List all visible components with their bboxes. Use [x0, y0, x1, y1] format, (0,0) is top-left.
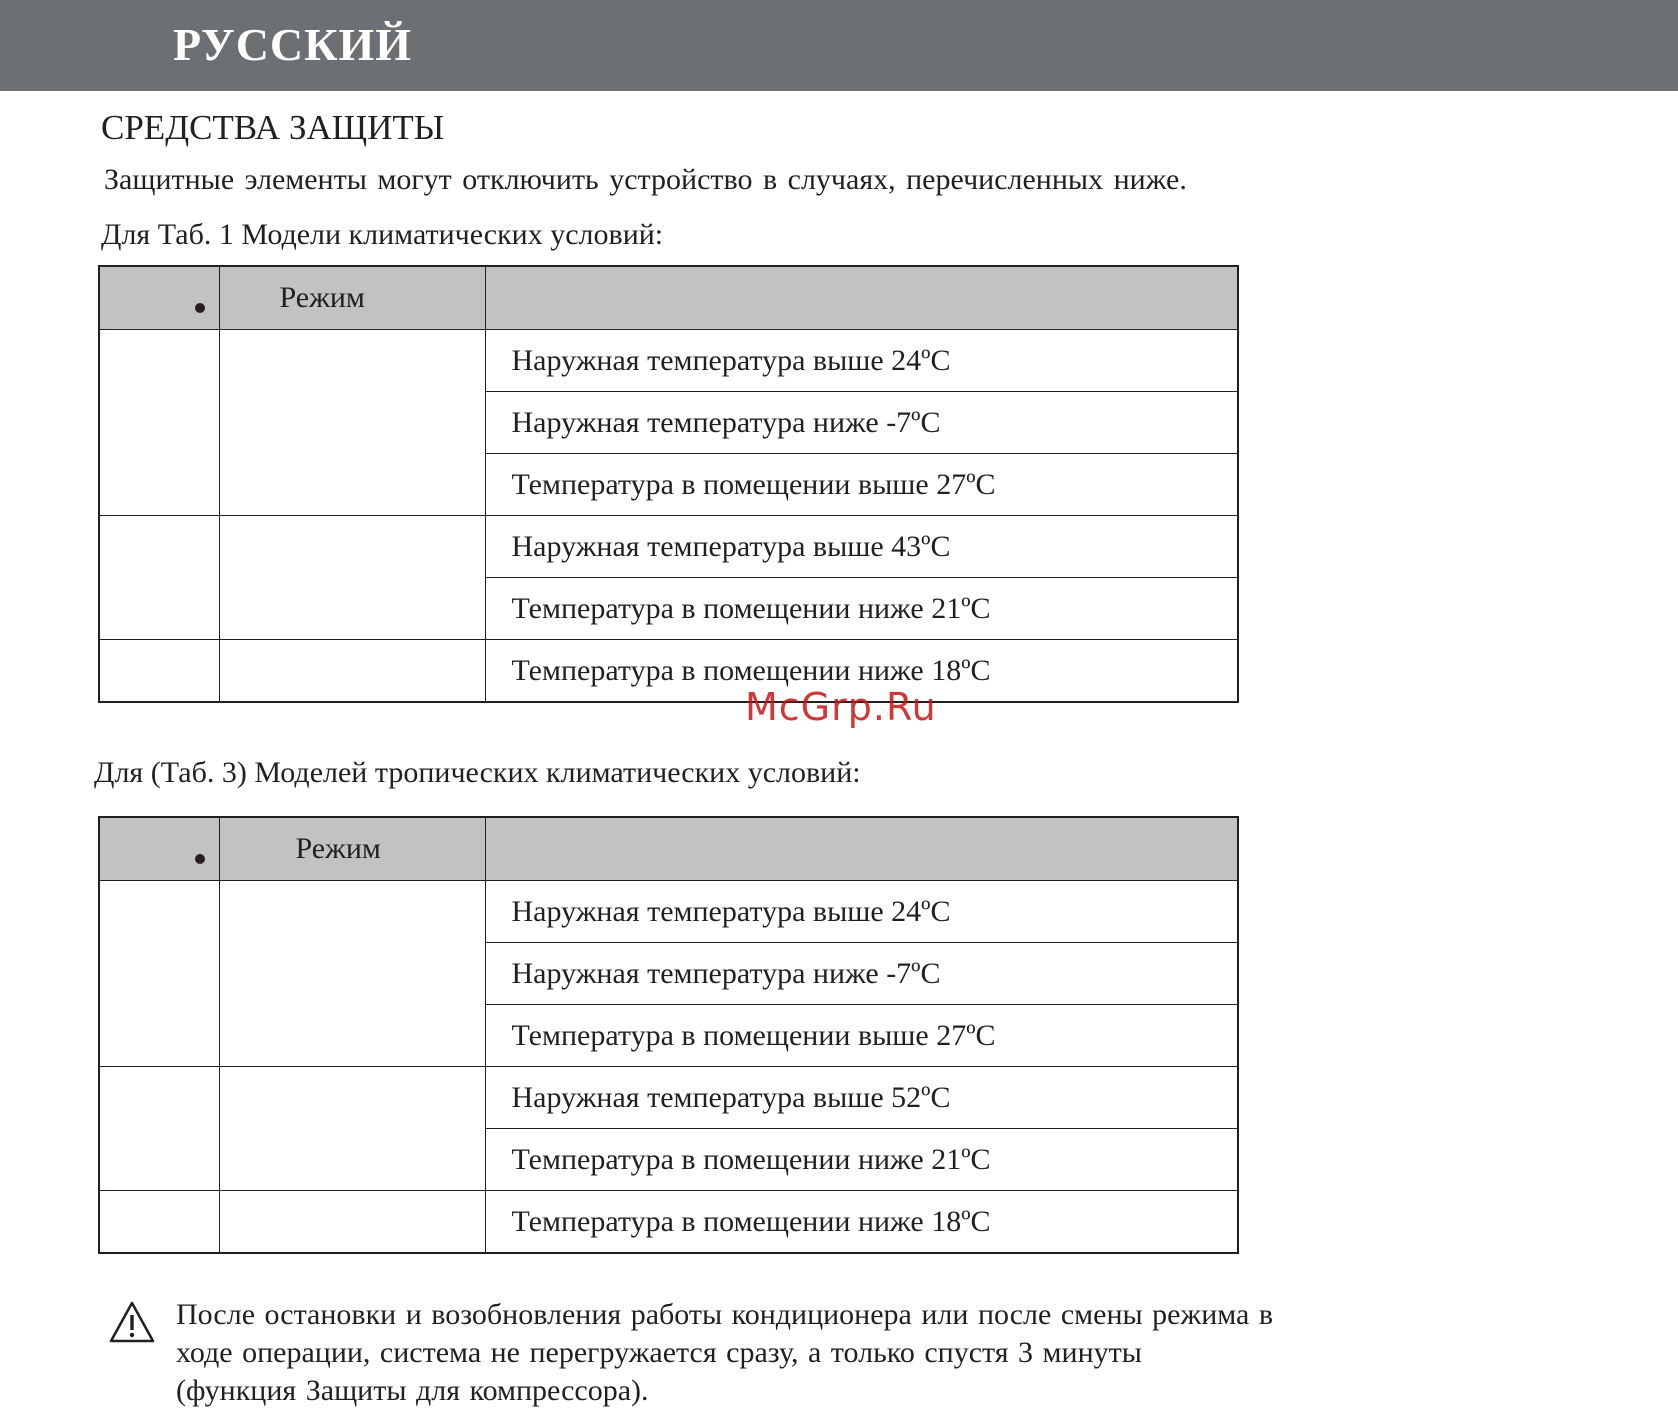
- table-row: [99, 1067, 1238, 1129]
- mode-cell: [219, 1067, 485, 1191]
- warning-triangle-icon: [108, 1300, 156, 1344]
- note-text: [176, 1296, 1476, 1410]
- group-cell: [99, 330, 219, 516]
- condition-cell: Наружная температура ниже -7ºC: [485, 943, 1238, 1005]
- group-cell: [99, 516, 219, 640]
- header-bullet-cell: [99, 266, 219, 330]
- mode-cell: [219, 330, 485, 516]
- bullet-icon: [195, 854, 205, 864]
- mode-cell: [219, 640, 485, 703]
- condition-cell: Температура в помещении ниже 21ºC: [485, 1129, 1238, 1191]
- table-header-row: [99, 266, 1238, 330]
- note-line: (функция Защиты для компрессора).: [176, 1374, 649, 1407]
- table-header-row: [99, 817, 1238, 881]
- language-title: РУССКИЙ: [173, 19, 413, 70]
- group-cell: [99, 640, 219, 703]
- condition-cell: Наружная температура выше 43ºC: [485, 516, 1238, 578]
- table-row: [99, 1191, 1238, 1254]
- table2-caption: Для (Таб. 3) Моделей тропических климатических условий:: [94, 756, 861, 789]
- group-cell: [99, 1191, 219, 1254]
- header-bullet-cell: [99, 817, 219, 881]
- condition-cell: Температура в помещении выше 27ºC: [485, 454, 1238, 516]
- table-row: [99, 330, 1238, 392]
- table1-caption: Для Таб. 1 Модели климатических условий:: [101, 218, 664, 251]
- header-bar: [0, 0, 1678, 91]
- table-row: [99, 881, 1238, 943]
- condition-cell: Температура в помещении ниже 18ºC: [485, 640, 1238, 703]
- group-cell: [99, 1067, 219, 1191]
- condition-cell: Наружная температура выше 24ºC: [485, 330, 1238, 392]
- group-cell: [99, 881, 219, 1067]
- mode-cell: [219, 516, 485, 640]
- mode-cell: [219, 1191, 485, 1254]
- condition-cell: Наружная температура выше 52ºC: [485, 1067, 1238, 1129]
- section-title: СРЕДСТВА ЗАЩИТЫ: [101, 108, 445, 147]
- condition-cell: Наружная температура ниже -7ºC: [485, 392, 1238, 454]
- intro-text: Защитные элементы могут отключить устройство в случаях, перечисленных ниже.: [104, 163, 1187, 196]
- mode-cell: [219, 881, 485, 1067]
- table-row: [99, 516, 1238, 578]
- mode-header: Режим: [219, 817, 485, 881]
- protection-table-2: [98, 816, 1239, 1254]
- note-line: После остановки и возобновления работы кондиционера или после смены режима в: [176, 1298, 1274, 1331]
- bullet-icon: [195, 303, 205, 313]
- condition-header: [485, 266, 1238, 330]
- condition-cell: Температура в помещении выше 27ºC: [485, 1005, 1238, 1067]
- watermark: McGrp.Ru: [745, 685, 937, 729]
- condition-cell: Температура в помещении ниже 21ºC: [485, 578, 1238, 640]
- condition-cell: Температура в помещении ниже 18ºC: [485, 1191, 1238, 1254]
- protection-table-1: [98, 265, 1239, 703]
- mode-header: Режим: [219, 266, 485, 330]
- condition-cell: Наружная температура выше 24ºC: [485, 881, 1238, 943]
- condition-header: [485, 817, 1238, 881]
- table-row: [99, 640, 1238, 703]
- note-line: ходе операции, система не перегружается сразу, а только спустя 3 минуты: [176, 1336, 1142, 1369]
